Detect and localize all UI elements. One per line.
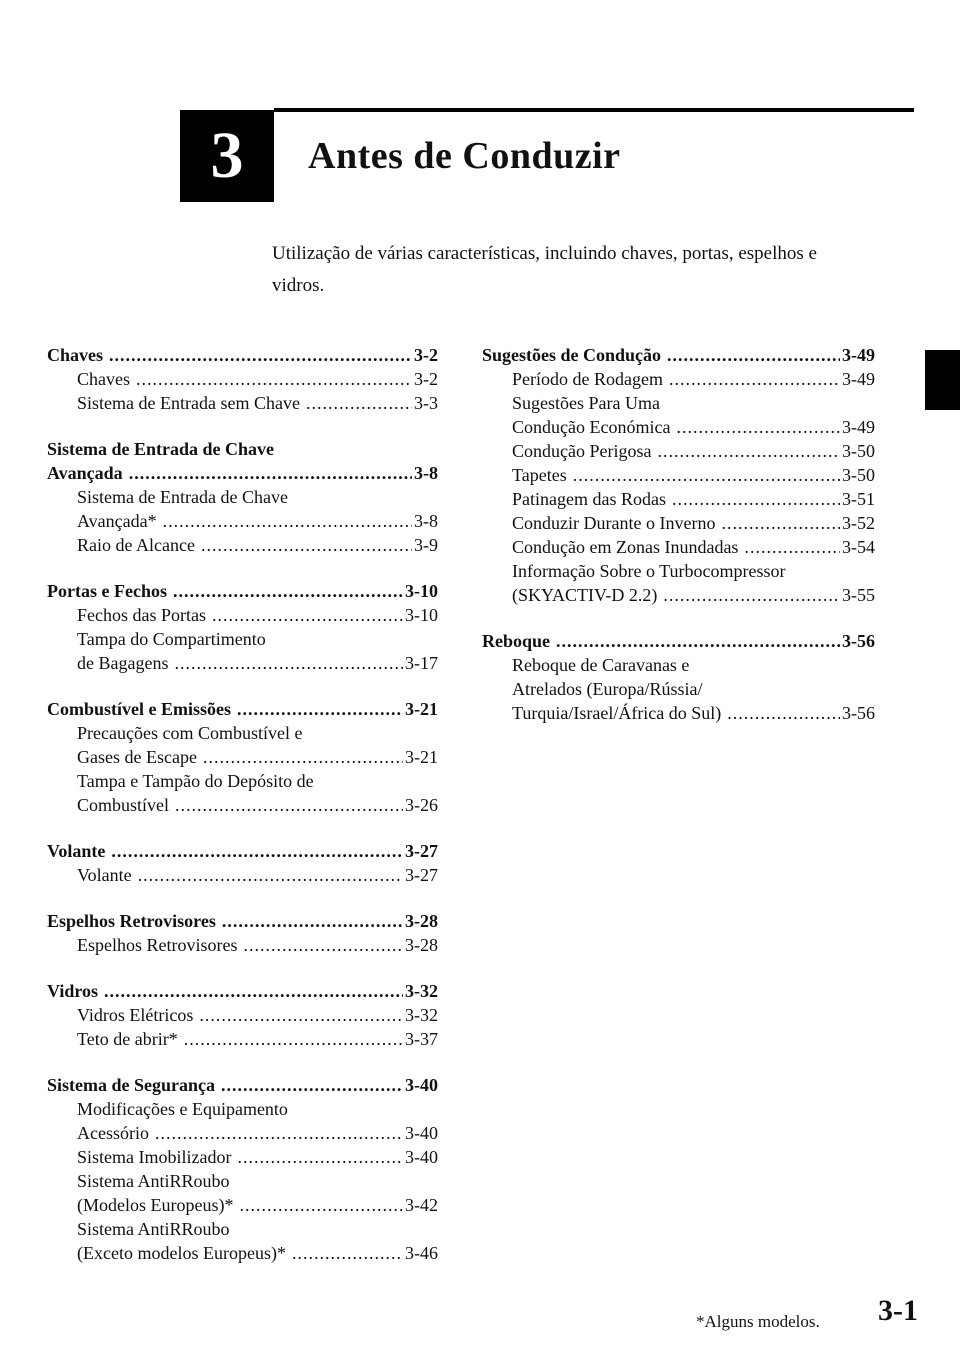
- toc-section-seguranca: [47, 1073, 438, 1265]
- toc-heading[interactable]: [482, 343, 875, 367]
- toc-entry-line[interactable]: Atrelados (Europa/Rússia/: [512, 679, 703, 699]
- toc-entry[interactable]: [47, 1241, 438, 1265]
- toc-entry-line[interactable]: Modificações e Equipamento: [77, 1099, 288, 1119]
- toc-page: 3-10: [405, 605, 438, 625]
- toc-title: Período de Rodagem: [512, 369, 663, 389]
- toc-heading-line[interactable]: Sistema de Entrada de Chave: [47, 439, 275, 459]
- chapter-number-box: [180, 110, 274, 202]
- toc-entry[interactable]: [482, 463, 875, 487]
- chapter-title: Antes de Conduzir: [308, 135, 621, 177]
- toc-page: 3-56: [842, 631, 875, 651]
- toc-title: Sugestões de Condução: [482, 345, 662, 365]
- toc-section-sugestoes: [482, 343, 875, 607]
- toc-page: 3-46: [405, 1243, 438, 1263]
- toc-page: 3-17: [405, 653, 438, 673]
- toc-entry-line[interactable]: Sistema de Entrada de Chave: [77, 487, 288, 507]
- toc-heading[interactable]: [47, 343, 438, 367]
- toc-title: Sistema de Entrada sem Chave: [77, 393, 300, 413]
- toc-title: Teto de abrir*: [77, 1029, 178, 1049]
- toc-section-entrada: [47, 437, 438, 557]
- toc-heading[interactable]: [482, 629, 875, 653]
- toc-heading[interactable]: [47, 979, 438, 1003]
- toc-title: Combustível e Emissões: [47, 699, 231, 719]
- chapter-side-tab: [925, 350, 960, 410]
- toc-left-column: [47, 343, 438, 1287]
- toc-page: 3-49: [842, 345, 875, 365]
- toc-heading[interactable]: [47, 909, 438, 933]
- toc-entry[interactable]: [47, 367, 438, 391]
- toc-entry[interactable]: [482, 439, 875, 463]
- toc-entry-line[interactable]: Sugestões Para Uma: [512, 393, 660, 413]
- toc-entry-line[interactable]: Sistema AntiRRoubo: [77, 1171, 230, 1191]
- toc-entry[interactable]: [482, 535, 875, 559]
- intro-line-2: vidros.: [272, 275, 325, 296]
- toc-title: Vidros Elétricos: [77, 1005, 194, 1025]
- toc-title: Chaves: [47, 345, 104, 365]
- toc-entry[interactable]: [47, 651, 438, 675]
- toc-page: 3-37: [405, 1029, 438, 1049]
- toc-title: Acessório: [77, 1123, 149, 1143]
- toc-page: 3-50: [842, 465, 875, 485]
- toc-page: 3-42: [405, 1195, 438, 1215]
- toc-page: 3-9: [414, 535, 438, 555]
- toc-entry[interactable]: [47, 1193, 438, 1217]
- toc-title: Condução Económica: [512, 417, 671, 437]
- toc-page: 3-56: [842, 703, 875, 723]
- toc-page: 3-50: [842, 441, 875, 461]
- toc-page: 3-40: [405, 1147, 438, 1167]
- toc-title: Patinagem das Rodas: [512, 489, 666, 509]
- toc-heading[interactable]: [47, 697, 438, 721]
- toc-heading[interactable]: [47, 579, 438, 603]
- toc-entry[interactable]: [47, 1121, 438, 1145]
- toc-title: de Bagagens: [77, 653, 169, 673]
- toc-title: Chaves: [77, 369, 130, 389]
- chapter-intro: [272, 238, 892, 302]
- toc-title: Turquia/Israel/África do Sul): [512, 703, 722, 723]
- toc-entry[interactable]: [47, 1027, 438, 1051]
- toc-entry[interactable]: [47, 933, 438, 957]
- toc-section-espelhos: [47, 909, 438, 957]
- toc-entry[interactable]: [47, 745, 438, 769]
- toc-section-chaves: [47, 343, 438, 415]
- toc-entry-line[interactable]: Reboque de Caravanas e: [512, 655, 690, 675]
- toc-entry[interactable]: [47, 391, 438, 415]
- toc-title: Raio de Alcance: [77, 535, 195, 555]
- toc-page: 3-32: [405, 981, 438, 1001]
- toc-page: 3-54: [842, 537, 875, 557]
- toc-title: Volante: [47, 841, 106, 861]
- toc-entry[interactable]: [482, 367, 875, 391]
- toc-entry[interactable]: [482, 511, 875, 535]
- footnote-some-models: *Alguns modelos.: [696, 1312, 820, 1331]
- toc-entry[interactable]: [47, 603, 438, 627]
- toc-title: Reboque: [482, 631, 551, 651]
- toc-title: Tapetes: [512, 465, 567, 485]
- toc-right-column: [482, 343, 875, 747]
- toc-entry-line[interactable]: Tampa do Compartimento: [77, 629, 266, 649]
- toc-page: 3-28: [405, 935, 438, 955]
- toc-entry[interactable]: [482, 583, 875, 607]
- toc-heading[interactable]: [47, 839, 438, 863]
- toc-title: Fechos das Portas: [77, 605, 206, 625]
- toc-page: 3-52: [842, 513, 875, 533]
- toc-title: Gases de Escape: [77, 747, 197, 767]
- toc-page: 3-10: [405, 581, 438, 601]
- toc-title: (SKYACTIV-D 2.2): [512, 585, 658, 605]
- toc-page: 3-21: [405, 699, 438, 719]
- toc-entry[interactable]: [47, 1003, 438, 1027]
- toc-page: 3-55: [842, 585, 875, 605]
- toc-entry[interactable]: [482, 415, 875, 439]
- toc-page: 3-49: [842, 417, 875, 437]
- toc-page: 3-26: [405, 795, 438, 815]
- toc-page: 3-3: [414, 393, 438, 413]
- toc-entry[interactable]: [47, 863, 438, 887]
- toc-entry[interactable]: [47, 533, 438, 557]
- toc-title: Volante: [77, 865, 132, 885]
- toc-entry-line[interactable]: Informação Sobre o Turbocompressor: [512, 561, 786, 581]
- toc-title: Condução Perigosa: [512, 441, 652, 461]
- toc-page: 3-51: [842, 489, 875, 509]
- toc-page: 3-8: [414, 463, 438, 483]
- toc-page: 3-21: [405, 747, 438, 767]
- intro-line-1: Utilização de várias características, incluindo chaves, portas, espelhos e: [272, 243, 817, 264]
- toc-title: Condução em Zonas Inundadas: [512, 537, 739, 557]
- toc-title: Combustível: [77, 795, 170, 815]
- toc-title: Avançada: [47, 463, 123, 483]
- toc-page: 3-8: [414, 511, 438, 531]
- toc-page: 3-27: [405, 841, 438, 861]
- toc-title: Espelhos Retrovisores: [77, 935, 238, 955]
- toc-page: 3-2: [414, 369, 438, 389]
- toc-section-portas: [47, 579, 438, 675]
- toc-title: (Exceto modelos Europeus)*: [77, 1243, 286, 1263]
- toc-heading[interactable]: [47, 461, 438, 485]
- toc-title: Vidros: [47, 981, 99, 1001]
- toc-entry-line[interactable]: Sistema AntiRRoubo: [77, 1219, 230, 1239]
- page-number: 3-1: [878, 1294, 918, 1327]
- chapter-header-rule: [274, 108, 914, 112]
- toc-page: 3-49: [842, 369, 875, 389]
- chapter-number: 3: [210, 119, 244, 192]
- toc-page: 3-40: [405, 1123, 438, 1143]
- toc-section-volante: [47, 839, 438, 887]
- toc-section-reboque: [482, 629, 875, 725]
- toc-entry[interactable]: [482, 701, 875, 725]
- toc-heading[interactable]: [47, 1073, 438, 1097]
- toc-entry[interactable]: [482, 487, 875, 511]
- toc-entry-line[interactable]: Precauções com Combustível e: [77, 723, 303, 743]
- toc-title: (Modelos Europeus)*: [77, 1195, 234, 1215]
- toc-title: Sistema de Segurança: [47, 1075, 215, 1095]
- toc-entry[interactable]: [47, 1145, 438, 1169]
- toc-title: Espelhos Retrovisores: [47, 911, 216, 931]
- toc-title: Conduzir Durante o Inverno: [512, 513, 716, 533]
- toc-entry-line[interactable]: Tampa e Tampão do Depósito de: [77, 771, 314, 791]
- toc-title: Sistema Imobilizador: [77, 1147, 232, 1167]
- toc-entry[interactable]: [47, 509, 438, 533]
- toc-page: 3-28: [405, 911, 438, 931]
- toc-page: 3-32: [405, 1005, 438, 1025]
- toc-page: 3-27: [405, 865, 438, 885]
- toc-section-combustivel: [47, 697, 438, 817]
- toc-page: 3-40: [405, 1075, 438, 1095]
- toc-section-vidros: [47, 979, 438, 1051]
- toc-title: Portas e Fechos: [47, 581, 167, 601]
- toc-title: Avançada*: [77, 511, 157, 531]
- toc-page: 3-2: [414, 345, 438, 365]
- toc-entry[interactable]: [47, 793, 438, 817]
